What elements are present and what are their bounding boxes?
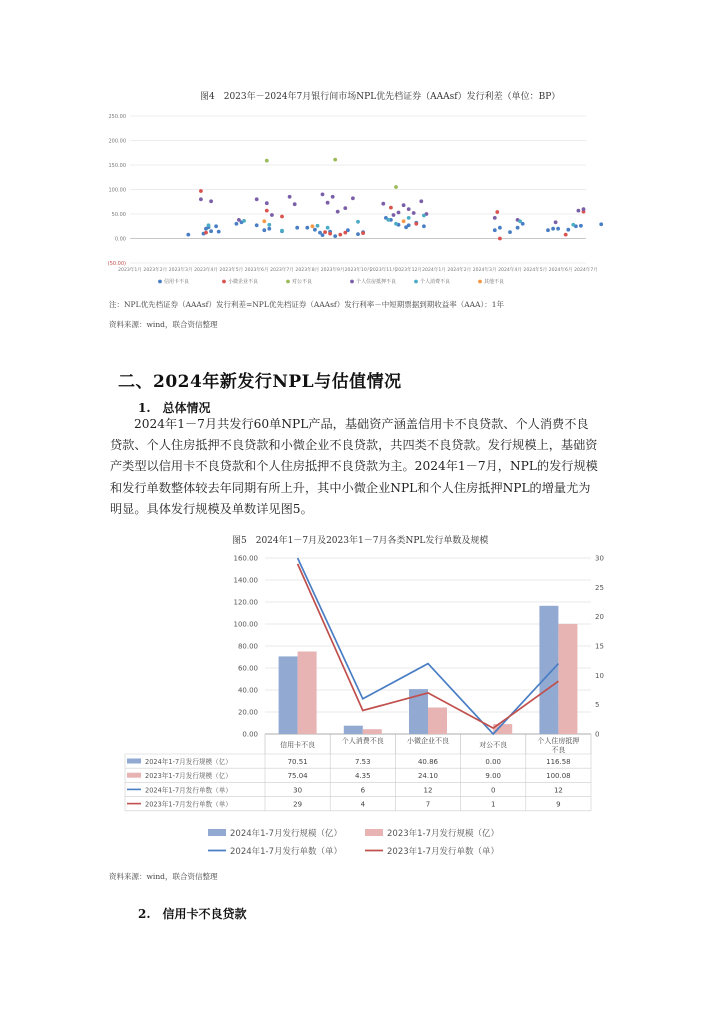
scatter-point: [407, 223, 411, 227]
paragraph-line: 2024年1－7月共发行60单NPL产品，基础资产涵盖信用卡不良贷款、个人消费不良: [134, 417, 589, 431]
table-cell: 24.10: [417, 772, 439, 781]
scatter-point: [214, 224, 218, 228]
x-tick-label: 2024年5月: [523, 268, 548, 273]
table-cell: 7: [425, 800, 431, 809]
category-label: 个人住房抵押: [537, 737, 580, 745]
scatter-point: [186, 233, 190, 237]
figure5-source: 资料来源：wind，联合资信整理: [109, 872, 218, 881]
scatter-point: [321, 193, 325, 197]
scatter-point: [394, 185, 398, 189]
scatter-point: [293, 202, 297, 206]
table-cell: 0: [490, 786, 496, 795]
scatter-point: [495, 210, 499, 214]
table-legend-swatch: [127, 773, 141, 778]
right-tick-label: 10: [595, 671, 604, 680]
category-label: 对公不良: [479, 741, 508, 749]
scatter-point: [321, 233, 325, 237]
scatter-point: [422, 214, 426, 218]
scatter-point: [397, 211, 401, 215]
scatter-point: [262, 228, 266, 232]
scatter-point: [265, 201, 269, 205]
table-row-label: 2024年1-7月发行规模（亿）: [145, 758, 232, 766]
scatter-point: [402, 219, 406, 223]
x-tick-label: 2023年4月: [194, 268, 218, 273]
scatter-point: [326, 226, 330, 230]
y-tick-label: (50.00): [107, 261, 126, 267]
right-tick-label: 20: [595, 613, 604, 622]
paragraph-line: 产类型以信用卡不良贷款和个人住房抵押不良贷款为主。2024年1－7月，NPL的发行规模: [110, 459, 598, 474]
x-tick-label: 2024年6月: [548, 268, 573, 273]
category-label: 信用卡不良: [280, 741, 316, 749]
scatter-point: [564, 233, 568, 237]
scatter-point: [328, 232, 332, 236]
y-tick-label: 50.00: [111, 212, 126, 218]
table-cell: 30: [293, 786, 303, 795]
x-tick-label: 2024年4月: [498, 268, 522, 273]
legend-label: 其他不良: [484, 279, 505, 285]
figure4-note: 注：NPL优先档证券（AAAsf）发行利差=NPL优先档证券（AAAsf）发行利率－中短期票据到期收益率（AAA）：1年: [109, 300, 504, 309]
scatter-point: [394, 222, 398, 226]
y-tick-label: 200.00: [108, 138, 126, 145]
legend-label: 个人消费不良: [420, 279, 451, 285]
scatter-point: [333, 234, 337, 238]
scatter-point: [288, 195, 292, 199]
scatter-point: [267, 227, 271, 231]
figure5-right-axis: [595, 555, 604, 739]
scatter-point: [242, 219, 246, 223]
bar: [558, 624, 577, 734]
right-tick-label: 0: [595, 730, 600, 739]
x-tick-label: 2023年10月: [344, 268, 372, 273]
scatter-point: [508, 230, 512, 234]
left-tick-label: 120.00: [233, 598, 258, 607]
table-cell: 40.86: [417, 758, 439, 766]
category-label: 个人消费不良: [341, 737, 384, 745]
legend-marker: [158, 280, 162, 284]
scatter-point: [582, 207, 586, 211]
paragraph-line: 贷款、个人住房抵押不良贷款和小微企业不良贷款，共四类不良贷款。发行规模上，基础资: [110, 438, 598, 453]
x-tick-label: 2023年2月: [143, 268, 168, 273]
x-tick-label: 2023年1月: [118, 268, 142, 273]
legend-label: 对公不良: [292, 279, 313, 285]
scatter-point: [407, 216, 411, 220]
scatter-point: [518, 219, 522, 223]
scatter-point: [402, 203, 406, 207]
scatter-point: [331, 195, 335, 199]
scatter-point: [516, 226, 520, 230]
scatter-point: [217, 230, 221, 234]
scatter-point: [305, 226, 309, 230]
x-tick-label: 2023年3月: [168, 268, 193, 273]
left-tick-label: 40.00: [237, 686, 258, 695]
figure5-legend: [208, 828, 499, 857]
x-tick-label: 2023年6月: [244, 268, 269, 273]
y-tick-label: 100.00: [108, 187, 126, 194]
scatter-point: [255, 223, 259, 227]
legend-label: 2023年1-7月发行规模（亿）: [387, 829, 500, 839]
scatter-point: [493, 216, 497, 220]
legend-swatch: [208, 829, 226, 836]
figure4-scatter-chart: [100, 105, 600, 295]
x-tick-label: 2023年7月: [270, 268, 294, 273]
table-cell: 4.35: [355, 772, 371, 781]
scatter-point: [311, 224, 315, 228]
legend-label: 2023年1-7月发行单数（单）: [387, 847, 500, 857]
bar: [298, 652, 317, 735]
subsection-heading-overall: 1. 总体情况: [138, 401, 211, 415]
left-tick-label: 0.00: [242, 730, 258, 739]
legend-label: 2024年1-7月发行单数（单）: [230, 847, 343, 857]
left-tick-label: 80.00: [237, 642, 258, 651]
legend-marker: [414, 280, 418, 284]
x-tick-label: 2023年11月: [369, 268, 397, 273]
figure5-data-table: [125, 754, 591, 811]
scatter-point: [265, 159, 269, 163]
x-tick-label: 2023年9月: [320, 268, 345, 273]
scatter-point: [199, 189, 203, 193]
paragraph-line: 和发行单数整体较去年同期有所上升，其中小微企业NPL和个人住房抵押NPL的增量尤为: [110, 480, 591, 495]
bar: [539, 606, 558, 734]
table-cell: 9: [556, 800, 561, 809]
table-cell: 75.04: [287, 772, 308, 781]
table-legend-swatch: [127, 759, 141, 764]
y-tick-label: 150.00: [108, 163, 126, 169]
scatter-point: [546, 228, 550, 232]
scatter-point: [323, 230, 327, 234]
scatter-point: [267, 223, 271, 227]
table-cell: 100.08: [546, 772, 571, 781]
scatter-point: [381, 202, 385, 206]
table-cell: 7.53: [355, 758, 371, 766]
category-label: 小微企业不良: [407, 737, 449, 745]
figure4-x-axis: [118, 266, 598, 273]
x-tick-label: 2024年3月: [472, 268, 497, 273]
figure5-bars: [279, 606, 578, 734]
subsection-heading-credit-card: 2. 信用卡不良贷款: [138, 907, 247, 921]
scatter-point: [498, 226, 502, 230]
y-tick-label: 250.00: [108, 114, 126, 120]
figure5-categories: [265, 734, 591, 754]
scatter-point: [207, 223, 211, 227]
bar: [344, 726, 363, 734]
scatter-point: [209, 229, 213, 233]
scatter-point: [270, 213, 274, 217]
scatter-point: [389, 206, 393, 210]
scatter-point: [493, 228, 497, 232]
legend-swatch: [365, 829, 383, 836]
body-paragraph: [110, 414, 612, 520]
scatter-point: [599, 222, 603, 226]
figure5-combo-chart: [145, 548, 618, 866]
scatter-point: [407, 207, 411, 211]
scatter-point: [255, 197, 259, 201]
left-tick-label: 20.00: [237, 708, 258, 717]
table-cell: 12: [423, 786, 433, 795]
scatter-point: [419, 199, 423, 203]
legend-label: 2024年1-7月发行规模（亿）: [230, 829, 343, 839]
legend-marker: [222, 280, 226, 284]
scatter-point: [356, 232, 360, 236]
scatter-point: [235, 222, 239, 226]
bar: [279, 656, 298, 734]
scatter-point: [361, 231, 365, 235]
table-cell: 4: [360, 800, 366, 809]
scatter-point: [313, 228, 317, 232]
section-heading: 二、2024年新发行NPL与估值情况: [118, 372, 402, 392]
scatter-point: [551, 227, 555, 231]
left-tick-label: 160.00: [233, 554, 258, 563]
legend-label: 信用卡不良: [164, 279, 190, 285]
scatter-point: [579, 224, 583, 228]
scatter-point: [571, 223, 575, 227]
scatter-point: [387, 218, 391, 222]
table-cell: 6: [360, 786, 366, 795]
left-tick-label: 140.00: [233, 576, 258, 585]
scatter-point: [316, 224, 320, 228]
scatter-point: [295, 226, 299, 230]
scatter-point: [237, 218, 241, 222]
table-cell: 70.51: [287, 758, 308, 766]
scatter-point: [554, 220, 558, 224]
x-tick-label: 2023年12月: [395, 268, 423, 273]
legend-label: 个人住房抵押不良: [356, 279, 397, 285]
scatter-point: [343, 206, 347, 210]
table-row-label: 2023年1-7月发行单数（单）: [145, 800, 232, 809]
scatter-point: [204, 231, 208, 235]
scatter-point: [351, 196, 355, 200]
table-row-label: 2024年1-7月发行单数（单）: [145, 786, 232, 795]
scatter-point: [422, 224, 426, 228]
table-cell: 29: [293, 800, 303, 809]
bar: [428, 708, 447, 735]
left-tick-label: 100.00: [233, 620, 258, 629]
table-row-label: 2023年1-7月发行规模（亿）: [145, 772, 232, 781]
bar: [363, 729, 382, 734]
table-cell: 9.00: [485, 772, 501, 781]
scatter-point: [265, 209, 269, 213]
table-cell: 0.00: [485, 758, 501, 766]
legend-label: 小微企业不良: [228, 279, 259, 285]
right-tick-label: 5: [595, 701, 600, 710]
left-tick-label: 60.00: [237, 664, 258, 673]
x-tick-label: 2023年5月: [219, 268, 244, 273]
scatter-point: [412, 211, 416, 215]
scatter-point: [209, 199, 213, 203]
x-tick-label: 2023年8月: [295, 268, 320, 273]
scatter-point: [356, 220, 360, 224]
scatter-point: [338, 233, 342, 237]
scatter-point: [326, 201, 330, 205]
paragraph-line: 明显。具体发行规模及单数详见图5。: [110, 501, 313, 516]
scatter-point: [414, 222, 418, 226]
scatter-point: [343, 231, 347, 235]
figure4-source: 资料来源：wind，联合资信整理: [109, 320, 218, 329]
figure4-title: 图4 2023年－2024年7月银行间市场NPL优先档证券（AAAsf）发行利差（单位：BP）: [200, 92, 561, 102]
right-tick-label: 30: [595, 554, 604, 563]
table-cell: 12: [553, 786, 563, 795]
y-tick-label: 0.00: [114, 236, 126, 243]
legend-marker: [286, 280, 290, 284]
table-cell: 116.58: [546, 758, 571, 766]
scatter-point: [336, 210, 340, 214]
scatter-point: [556, 227, 560, 231]
scatter-point: [280, 229, 284, 233]
legend-marker: [350, 280, 354, 284]
scatter-point: [566, 228, 570, 232]
scatter-point: [262, 219, 266, 223]
category-label: 不良: [551, 746, 566, 754]
figure5-title: 图5 2024年1－7月及2023年1－7月各类NPL发行单数及规模: [232, 536, 489, 546]
scatter-point: [280, 215, 284, 219]
scatter-point: [392, 213, 396, 217]
right-tick-label: 25: [595, 583, 604, 592]
scatter-point: [498, 237, 502, 241]
scatter-point: [333, 158, 337, 162]
scatter-point: [199, 197, 203, 201]
x-tick-label: 2024年7月: [574, 268, 598, 273]
x-tick-label: 2024年2月: [447, 268, 472, 273]
right-tick-label: 15: [595, 642, 604, 651]
figure5-left-axis: [234, 555, 259, 739]
legend-marker: [478, 280, 482, 284]
scatter-point: [577, 209, 581, 213]
table-cell: 1: [490, 800, 496, 809]
x-tick-label: 2024年1月: [422, 268, 446, 273]
